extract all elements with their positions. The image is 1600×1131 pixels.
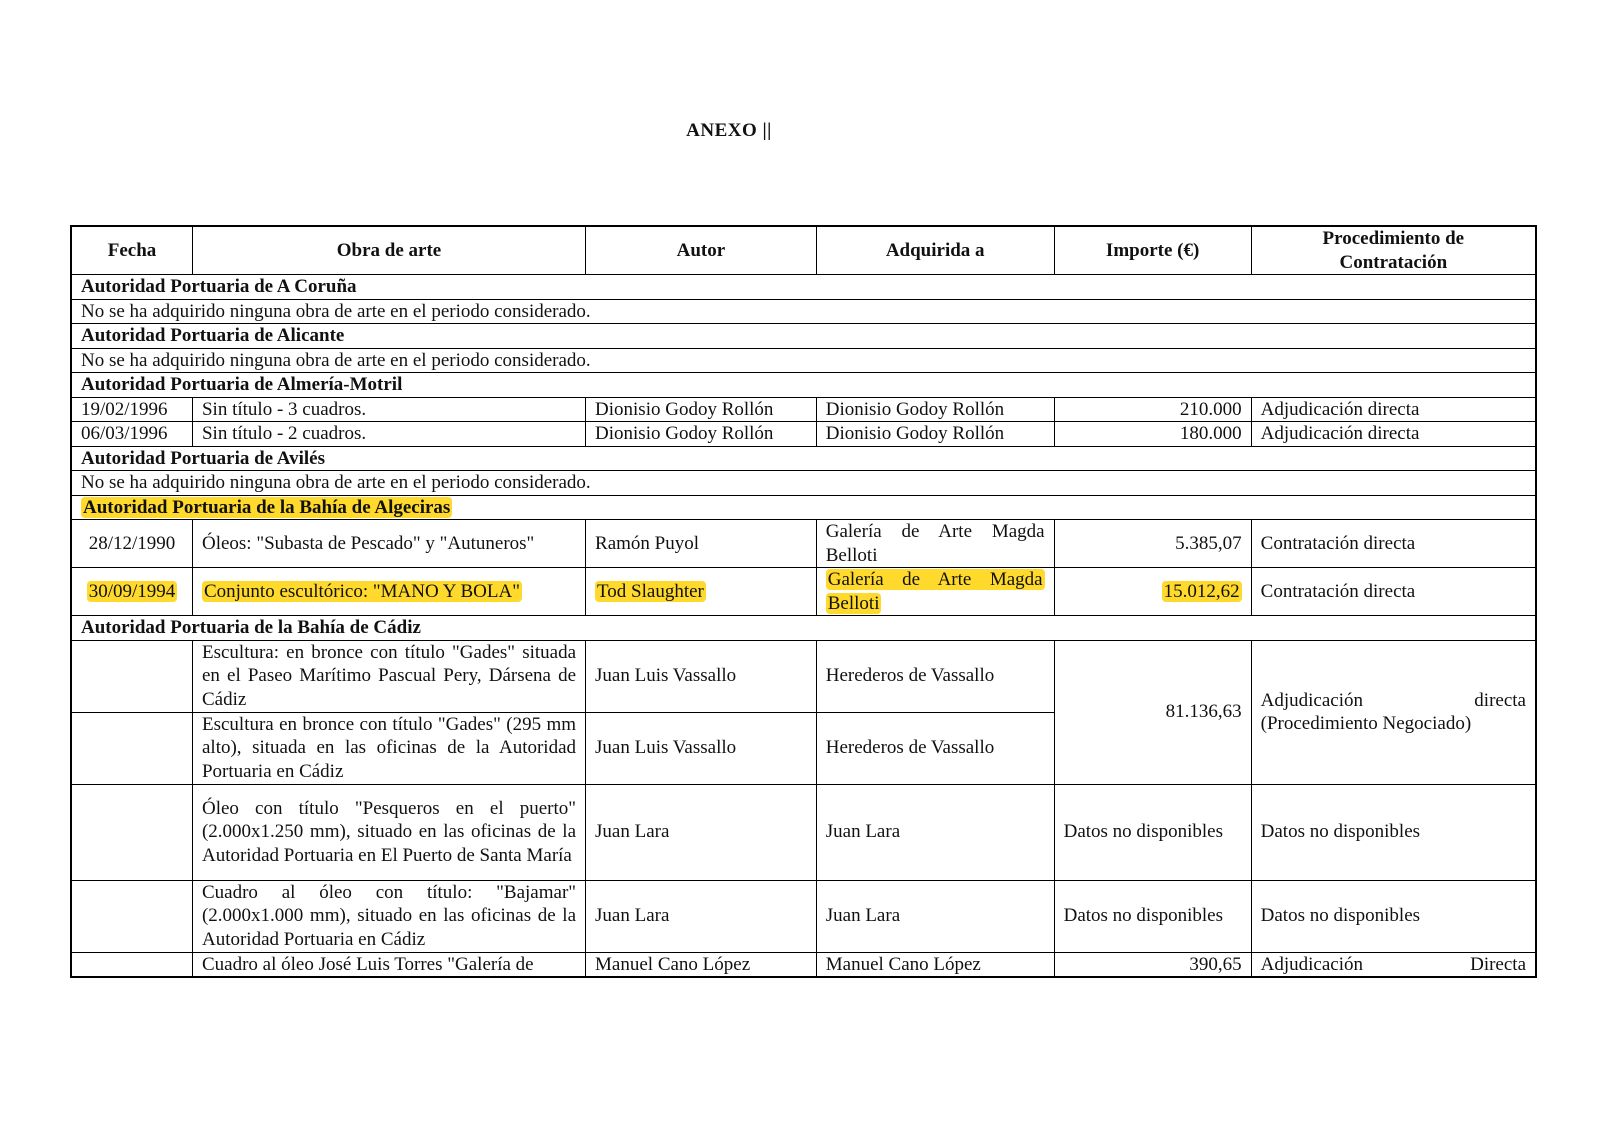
cell-obra: Óleos: "Subasta de Pescado" y "Autuneros" xyxy=(192,520,585,568)
cell-procedimiento: Adjudicación directa xyxy=(1251,422,1536,447)
cell-importe: 15.012,62 xyxy=(1163,580,1240,602)
cell-importe: Datos no disponibles xyxy=(1054,784,1251,880)
group-name: Autoridad Portuaria de Avilés xyxy=(71,446,1536,471)
cell-fecha: 19/02/1996 xyxy=(71,397,192,422)
cell-procedimiento: Adjudicación directa xyxy=(1251,397,1536,422)
group-name-cell xyxy=(71,495,1536,520)
group-name: Autoridad Portuaria de Alicante xyxy=(71,324,1536,349)
cell-autor: Dionisio Godoy Rollón xyxy=(586,422,817,447)
group-note: No se ha adquirido ninguna obra de arte en el periodo considerado. xyxy=(71,299,1536,324)
table-row xyxy=(71,880,1536,952)
cell-autor-wrap xyxy=(586,568,817,616)
group-name: Autoridad Portuaria de A Coruña xyxy=(71,275,1536,300)
cell-procedimiento: Datos no disponibles xyxy=(1251,784,1536,880)
cell-obra: Conjunto escultórico: "MANO Y BOLA" xyxy=(203,580,520,602)
group-note: No se ha adquirido ninguna obra de arte en el periodo considerado. xyxy=(71,348,1536,373)
cell-obra: Escultura: en bronce con título "Gades" situada en el Paseo Marítimo Pascual Pery, Dársena de Cádiz xyxy=(192,640,585,712)
cell-importe: 81.136,63 xyxy=(1054,640,1251,784)
column-header-fecha: Fecha xyxy=(71,226,192,275)
procedimiento-spread xyxy=(1261,953,1526,977)
note-row xyxy=(71,348,1536,373)
cell-fecha xyxy=(71,952,192,977)
cell-importe: 210.000 xyxy=(1054,397,1251,422)
cell-obra: Cuadro al óleo con título: "Bajamar" (2.000x1.000 mm), situado en las oficinas de la Autoridad Portuaria en Cádiz xyxy=(192,880,585,952)
cell-adquirida: Herederos de Vassallo xyxy=(816,712,1054,784)
cell-procedimiento xyxy=(1251,952,1536,977)
cell-fecha xyxy=(71,880,192,952)
cell-adquirida: Juan Lara xyxy=(816,880,1054,952)
cell-fecha-wrap xyxy=(71,568,192,616)
cell-fecha xyxy=(71,784,192,880)
cell-autor: Tod Slaughter xyxy=(597,580,704,602)
table-row xyxy=(71,784,1536,880)
art-acquisitions-table xyxy=(70,225,1537,978)
column-header-obra: Obra de arte xyxy=(192,226,585,275)
column-header-procedimiento: Procedimiento de Contratación xyxy=(1251,226,1536,275)
page-title: ANEXO || xyxy=(686,120,772,141)
cell-adquirida: Dionisio Godoy Rollón xyxy=(816,422,1054,447)
group-name: Autoridad Portuaria de Almería-Motril xyxy=(71,373,1536,398)
cell-importe: 390,65 xyxy=(1054,952,1251,977)
cell-adquirida-wrap xyxy=(816,568,1054,616)
cell-fecha xyxy=(71,712,192,784)
cell-autor: Juan Lara xyxy=(586,784,817,880)
group-row xyxy=(71,275,1536,300)
cell-autor: Juan Luis Vassallo xyxy=(586,712,817,784)
group-row xyxy=(71,616,1536,641)
group-row xyxy=(71,324,1536,349)
cell-autor: Manuel Cano López xyxy=(586,952,817,977)
cell-autor: Juan Luis Vassallo xyxy=(586,640,817,712)
cell-obra: Sin título - 3 cuadros. xyxy=(192,397,585,422)
table-row xyxy=(71,520,1536,568)
cell-adquirida: Galería de Arte Magda Belloti xyxy=(827,569,1043,614)
header-row xyxy=(71,226,1536,275)
note-row xyxy=(71,299,1536,324)
table-row xyxy=(71,952,1536,977)
cell-obra: Escultura en bronce con título "Gades" (295 mm alto), situada en las oficinas de la Autoridad Portuaria en Cádiz xyxy=(192,712,585,784)
cell-obra: Sin título - 2 cuadros. xyxy=(192,422,585,447)
cell-procedimiento: Adjudicación directa (Procedimiento Negociado) xyxy=(1251,640,1536,784)
cell-adquirida: Juan Lara xyxy=(816,784,1054,880)
cell-obra: Cuadro al óleo José Luis Torres "Galería de xyxy=(192,952,585,977)
cell-autor: Ramón Puyol xyxy=(586,520,817,568)
group-note: No se ha adquirido ninguna obra de arte en el periodo considerado. xyxy=(71,471,1536,496)
group-row xyxy=(71,373,1536,398)
note-row xyxy=(71,471,1536,496)
cell-obra: Óleo con título "Pesqueros en el puerto" (2.000x1.250 mm), situado en las oficinas de la Autoridad Portuaria en El Puerto de Santa María xyxy=(192,784,585,880)
cell-importe-wrap xyxy=(1054,568,1251,616)
group-name: Autoridad Portuaria de la Bahía de Algeciras xyxy=(83,496,451,518)
cell-procedimiento: Datos no disponibles xyxy=(1251,880,1536,952)
cell-autor: Juan Lara xyxy=(586,880,817,952)
table-row xyxy=(71,422,1536,447)
cell-adquirida: Herederos de Vassallo xyxy=(816,640,1054,712)
cell-adquirida: Galería de Arte Magda Belloti xyxy=(816,520,1054,568)
group-name: Autoridad Portuaria de la Bahía de Cádiz xyxy=(71,616,1536,641)
cell-autor: Dionisio Godoy Rollón xyxy=(586,397,817,422)
cell-importe: 5.385,07 xyxy=(1054,520,1251,568)
cell-fecha: 06/03/1996 xyxy=(71,422,192,447)
group-row xyxy=(71,495,1536,520)
cell-importe: 180.000 xyxy=(1054,422,1251,447)
column-header-autor: Autor xyxy=(586,226,817,275)
cell-adquirida: Dionisio Godoy Rollón xyxy=(816,397,1054,422)
cell-procedimiento: Contratación directa xyxy=(1251,568,1536,616)
column-header-importe: Importe (€) xyxy=(1054,226,1251,275)
procedimiento-word: Adjudicación xyxy=(1260,953,1363,975)
cell-fecha: 30/09/1994 xyxy=(88,580,176,602)
table-row-highlighted xyxy=(71,568,1536,616)
cell-procedimiento: Contratación directa xyxy=(1251,520,1536,568)
table-row xyxy=(71,397,1536,422)
table-row xyxy=(71,640,1536,712)
cell-adquirida: Manuel Cano López xyxy=(816,952,1054,977)
group-row xyxy=(71,446,1536,471)
cell-fecha: 28/12/1990 xyxy=(71,520,192,568)
cell-fecha xyxy=(71,640,192,712)
cell-obra-wrap xyxy=(192,568,585,616)
column-header-adquirida: Adquirida a xyxy=(816,226,1054,275)
cell-importe: Datos no disponibles xyxy=(1054,880,1251,952)
procedimiento-word: Directa xyxy=(1470,953,1526,975)
